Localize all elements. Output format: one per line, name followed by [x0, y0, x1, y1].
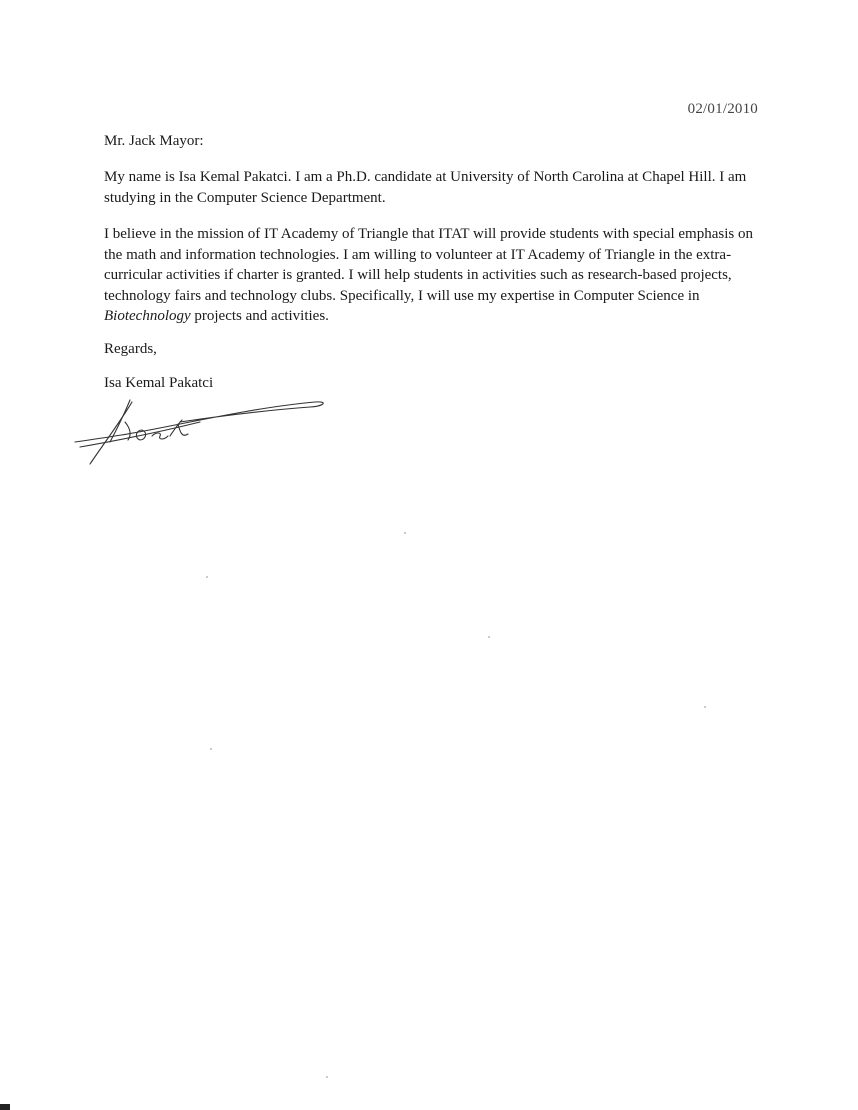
- paragraph-mission: [104, 224, 764, 327]
- signer-name: Isa Kemal Pakatci: [104, 375, 214, 391]
- scan-edge-mark: [0, 1104, 10, 1110]
- scan-speck: [206, 576, 208, 578]
- handwritten-signature: [70, 392, 330, 472]
- paragraph-introduction: My name is Isa Kemal Pakatci. I am a Ph.D. candidate at University of North Carolina at Chapel Hill. I am studying in the Computer Science Department.: [104, 169, 747, 206]
- closing: Regards,: [104, 341, 157, 357]
- scan-speck: [404, 532, 406, 534]
- paragraph-mission-end: projects and activities.: [190, 308, 329, 324]
- scan-speck: [488, 636, 490, 638]
- letter-date: 02/01/2010: [687, 101, 758, 117]
- scan-speck: [704, 706, 706, 708]
- biotechnology-emphasis: Biotechnology: [104, 308, 191, 324]
- scan-speck: [210, 748, 212, 750]
- scan-speck: [326, 1076, 328, 1078]
- paragraph-mission-text: I believe in the mission of IT Academy of Triangle that ITAT will provide students with special emphasis on the math and information technologies. I am willing to volunteer at IT Academy of Triangle in the extra-curricular activities if charter is granted. I will help students in activities such as research-based projects, technology fairs and technology clubs. Specifically, I will use my expertise in Computer Science in: [104, 226, 753, 304]
- salutation: Mr. Jack Mayor:: [104, 133, 204, 149]
